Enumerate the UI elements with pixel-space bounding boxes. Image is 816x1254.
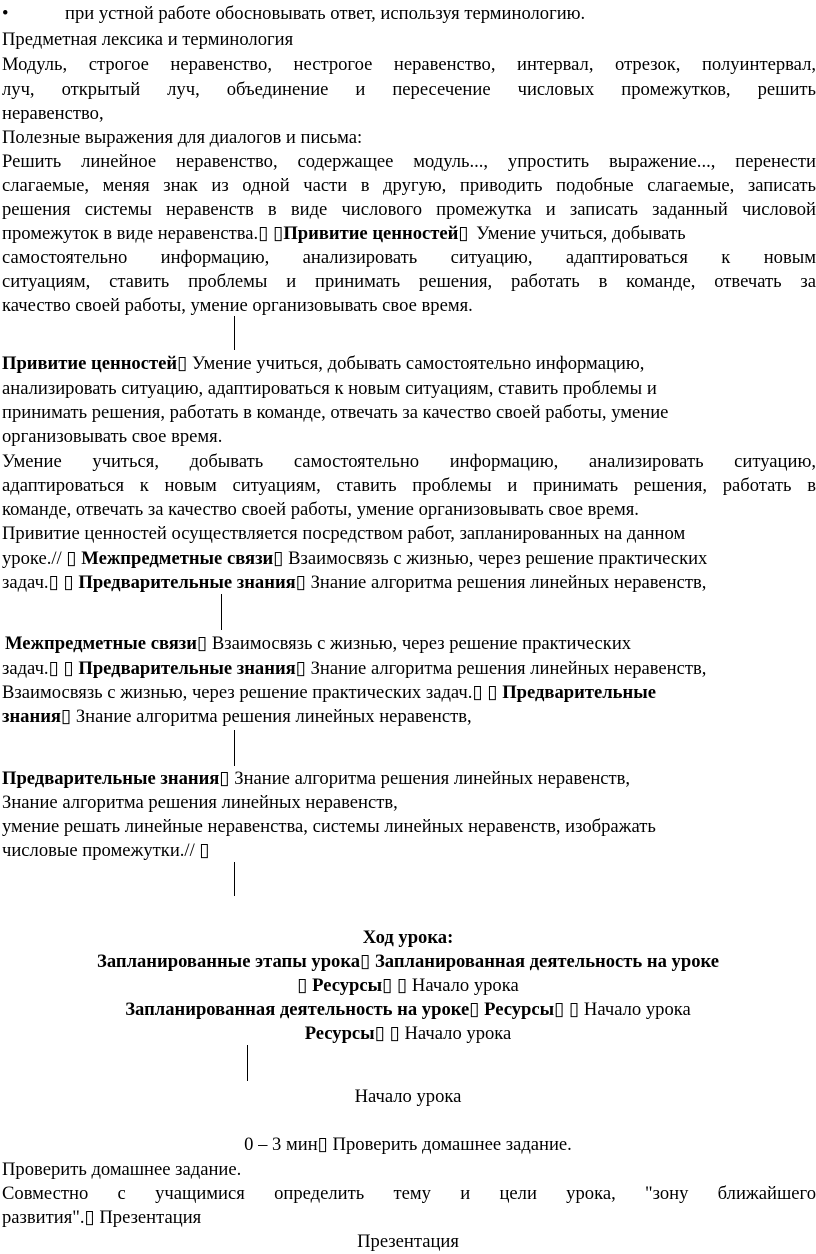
paragraph-line: промежуток в виде неравенства.▯ ▯Привитие ценностей▯ Умение учиться, добывать [2,223,686,244]
box-icon: ▯ [48,658,59,679]
cell-divider [234,730,235,766]
bold-term: Межпредметные связи [81,548,274,569]
bullet-icon: • [2,3,9,24]
paragraph-line: Знание алгоритма решения линейных неравенств, [2,792,398,813]
box-icon: ▯ [389,1023,400,1044]
paragraph-line: Модуль, строгое неравенство, нестрогое неравенство, интервал, отрезок, полуинтервал, [2,54,816,75]
box-icon: ▯ [84,1207,95,1228]
box-icon: ▯ [487,682,498,703]
cell-divider [221,594,222,630]
box-icon: ▯ [317,1134,328,1155]
bold-term: Предварительные знания [2,768,220,789]
box-icon: ▯ [295,572,306,593]
bold-term: Привитие ценностей [2,353,178,374]
paragraph-line: Привитие ценностей осуществляется посредством работ, запланированных на данном [2,523,686,544]
paragraph-line: развития".▯ Презентация [2,1207,202,1228]
box-icon: ▯ [196,633,208,654]
paragraph-line: ситуациям, ставить проблемы и принимать решения, работать в команде, отвечать за [2,271,816,292]
cell-divider [234,862,235,896]
paragraph-line: Умение учиться, добывать самостоятельно информацию, анализировать ситуацию, [2,451,816,472]
table-header-line: Запланированная деятельность на уроке▯ Ресурсы▯ ▯ Начало урока [125,999,691,1020]
box-icon: ▯ [458,223,469,244]
paragraph-line: уроке.// ▯ Межпредметные связи▯ Взаимосвязь с жизнью, через решение практических [2,548,708,569]
paragraph-line: неравенство, [2,103,104,124]
box-icon: ▯ [177,353,188,374]
paragraph-line: Привитие ценностей▯ Умение учиться, добывать самостоятельно информацию, [2,353,645,374]
bold-term: Предварительные знания [78,658,296,679]
box-icon: ▯ [554,999,565,1020]
paragraph-line: слагаемые, меняя знак из одной части в другую, приводить подобные слагаемые, записать [2,175,816,196]
table-header-line: Запланированные этапы урока▯ Запланированная деятельность на уроке [97,951,719,972]
box-icon: ▯ [374,1023,385,1044]
paragraph-line: качество своей работы, умение организовывать свое время. [2,295,473,316]
paragraph-line: организовывать свое время. [2,426,223,447]
paragraph-line: луч, открытый луч, объединение и пересечение числовых промежутков, решить [2,79,816,100]
box-icon: ▯ [63,572,74,593]
box-icon: ▯ [469,999,480,1020]
slash-icon: // [51,548,62,569]
paragraph-line: решения системы неравенств в виде числового промежутка и записать заданный числовой [2,199,816,220]
paragraph-line: анализировать ситуацию, адаптироваться к новым ситуациям, ставить проблемы и [2,378,657,399]
box-icon: ▯ [472,682,483,703]
box-icon: ▯ [360,951,371,972]
heading-phrases: Полезные выражения для диалогов и письма: [2,127,363,148]
paragraph-line: команде, отвечать за качество своей работы, умение организовывать свое время. [2,499,639,520]
box-icon: ▯ [297,975,308,996]
paragraph-line: принимать решения, работать в команде, отвечать за качество своей работы, умение [2,402,669,423]
bold-term: Предварительные [502,682,656,703]
box-icon: ▯ [60,706,72,727]
paragraph-line: числовые промежутки.// ▯ [2,840,210,861]
cell-divider [234,316,235,350]
bold-term: Межпредметные связи [5,633,197,654]
stage-label: Начало урока [354,1086,462,1107]
paragraph-line: Решить линейное неравенство, содержащее модуль..., упростить выражение..., перенести [2,151,816,172]
paragraph-line: адаптироваться к новым ситуациям, ставить проблемы и принимать решения, работать в [2,475,816,496]
paragraph-line: Проверить домашнее задание. [2,1159,242,1180]
box-icon: ▯ [273,223,284,244]
paragraph-line: умение решать линейные неравенства, системы линейных неравенств, изображать [2,816,656,837]
paragraph-line: задач.▯ ▯ Предварительные знания▯ Знание алгоритма решения линейных неравенств, [2,572,707,593]
box-icon: ▯ [273,548,284,569]
table-header-line: ▯ Ресурсы▯ ▯ Начало урока [297,975,519,996]
bullet-text: при устной работе обосновывать ответ, используя терминологию. [65,3,586,24]
paragraph-line: знания▯ Знание алгоритма решения линейных неравенств, [2,706,472,727]
time-row: 0 – 3 мин▯ Проверить домашнее задание. [244,1134,572,1155]
box-icon: ▯ [569,999,580,1020]
box-icon: ▯ [48,572,59,593]
resource-label: Презентация [357,1231,459,1252]
bold-term: Предварительные знания [78,572,296,593]
paragraph-line: Предварительные знания▯ Знание алгоритма решения линейных неравенств, [2,768,631,789]
paragraph-line: самостоятельно информацию, анализировать ситуацию, адаптироваться к новым [2,247,816,268]
lesson-heading: Ход урока: [362,927,454,948]
bold-term: Привитие ценностей [283,223,459,244]
paragraph-line: Совместно с учащимися определить тему и цели урока, "зону ближайшего [2,1183,816,1204]
heading-lexicon: Предметная лексика и терминология [2,29,294,50]
box-icon: ▯ [66,548,77,569]
cell-divider [247,1045,248,1081]
paragraph-line: Взаимосвязь с жизнью, через решение практических задач.▯ ▯ Предварительные [2,682,656,703]
paragraph-line: задач.▯ ▯ Предварительные знания▯ Знание алгоритма решения линейных неравенств, [2,658,707,679]
box-icon: ▯ [382,975,393,996]
bold-term: знания [2,706,61,727]
box-icon: ▯ [63,658,74,679]
paragraph-line: Межпредметные связи▯ Взаимосвязь с жизнью, через решение практических [5,633,632,654]
box-icon: ▯ [295,658,306,679]
box-icon: ▯ [397,975,408,996]
box-icon: ▯ [199,840,210,861]
box-icon: ▯ [219,768,230,789]
table-header-line: Ресурсы▯ ▯ Начало урока [304,1023,512,1044]
box-icon: ▯ [258,223,269,244]
slash-icon: // [184,840,195,861]
